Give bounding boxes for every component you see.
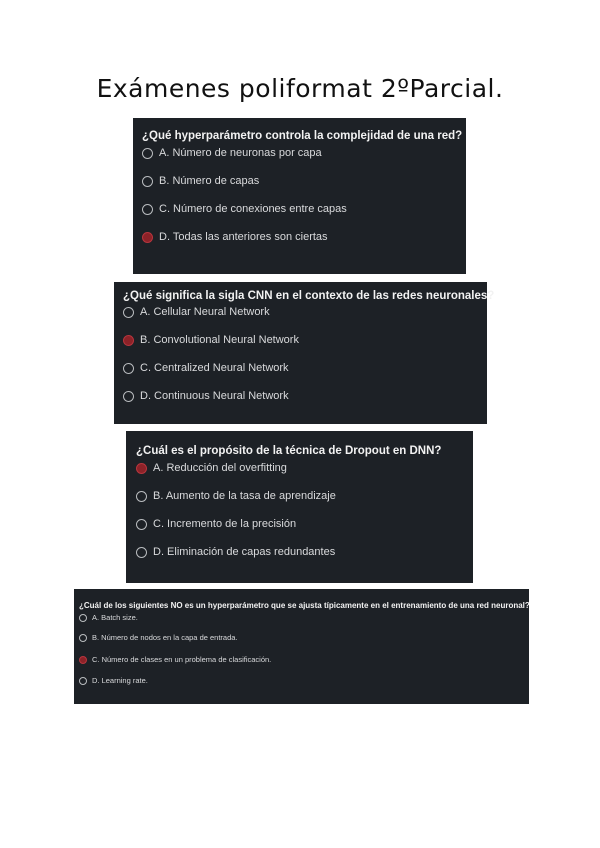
answer-option-b[interactable] xyxy=(79,633,238,642)
radio-button-icon[interactable] xyxy=(142,148,153,159)
option-label: D. Learning rate. xyxy=(92,676,148,685)
answer-option-c[interactable] xyxy=(123,362,289,374)
answer-option-a[interactable] xyxy=(79,613,138,622)
answer-option-c[interactable] xyxy=(136,518,296,530)
option-label: A. Cellular Neural Network xyxy=(140,306,270,318)
question-text: ¿Qué significa la sigla CNN en el contexto de las redes neuronales? xyxy=(123,290,495,302)
option-label: B. Aumento de la tasa de aprendizaje xyxy=(153,490,336,502)
answer-option-d[interactable] xyxy=(136,546,335,558)
radio-button-icon[interactable] xyxy=(136,491,147,502)
radio-button-icon[interactable] xyxy=(123,363,134,374)
option-label: C. Número de clases en un problema de clasificación. xyxy=(92,655,272,664)
question-card-3 xyxy=(126,431,473,583)
option-label: C. Centralized Neural Network xyxy=(140,362,289,374)
question-text: ¿Qué hyperparámetro controla la complejidad de una red? xyxy=(142,130,463,142)
radio-button-icon[interactable] xyxy=(136,519,147,530)
option-label: B. Convolutional Neural Network xyxy=(140,334,299,346)
answer-option-d[interactable] xyxy=(142,231,328,243)
question-card-1 xyxy=(133,118,466,274)
radio-button-icon[interactable] xyxy=(123,391,134,402)
answer-option-b[interactable] xyxy=(123,334,299,346)
option-label: C. Incremento de la precisión xyxy=(153,518,297,530)
option-label: B. Número de nodos en la capa de entrada. xyxy=(92,633,238,642)
answer-option-b[interactable] xyxy=(136,490,336,502)
answer-option-c[interactable] xyxy=(142,203,347,215)
option-label: A. Reducción del overfitting xyxy=(153,462,287,474)
option-label: D. Continuous Neural Network xyxy=(140,390,289,402)
page-title: Exámenes poliformat 2ºParcial. xyxy=(96,74,504,103)
answer-option-d[interactable] xyxy=(123,390,289,402)
question-text: ¿Cuál de los siguientes NO es un hyperparámetro que se ajusta típicamente en el entrenamiento de una red neuronal? xyxy=(79,601,530,610)
answer-option-a[interactable] xyxy=(136,462,287,474)
option-label: D. Eliminación de capas redundantes xyxy=(153,546,336,558)
radio-button-selected-icon[interactable] xyxy=(142,232,153,243)
option-label: A. Número de neuronas por capa xyxy=(159,147,322,159)
option-label: C. Número de conexiones entre capas xyxy=(159,203,347,215)
radio-button-icon[interactable] xyxy=(136,547,147,558)
answer-option-d[interactable] xyxy=(79,676,148,685)
answer-option-b[interactable] xyxy=(142,175,259,187)
question-card-2 xyxy=(114,282,495,424)
question-text: ¿Cuál es el propósito de la técnica de Dropout en DNN? xyxy=(136,445,442,457)
radio-button-selected-icon[interactable] xyxy=(123,335,134,346)
radio-button-icon[interactable] xyxy=(79,634,87,642)
radio-button-selected-icon[interactable] xyxy=(136,463,147,474)
radio-button-icon[interactable] xyxy=(79,614,87,622)
radio-button-selected-icon[interactable] xyxy=(79,656,87,664)
option-label: D. Todas las anteriores son ciertas xyxy=(159,231,328,243)
radio-button-icon[interactable] xyxy=(142,176,153,187)
answer-option-a[interactable] xyxy=(123,306,270,318)
answer-option-a[interactable] xyxy=(142,147,322,159)
radio-button-icon[interactable] xyxy=(123,307,134,318)
radio-button-icon[interactable] xyxy=(79,677,87,685)
radio-button-icon[interactable] xyxy=(142,204,153,215)
option-label: B. Número de capas xyxy=(159,175,260,187)
question-card-4 xyxy=(74,589,529,704)
option-label: A. Batch size. xyxy=(92,613,138,622)
answer-option-c[interactable] xyxy=(79,655,271,664)
